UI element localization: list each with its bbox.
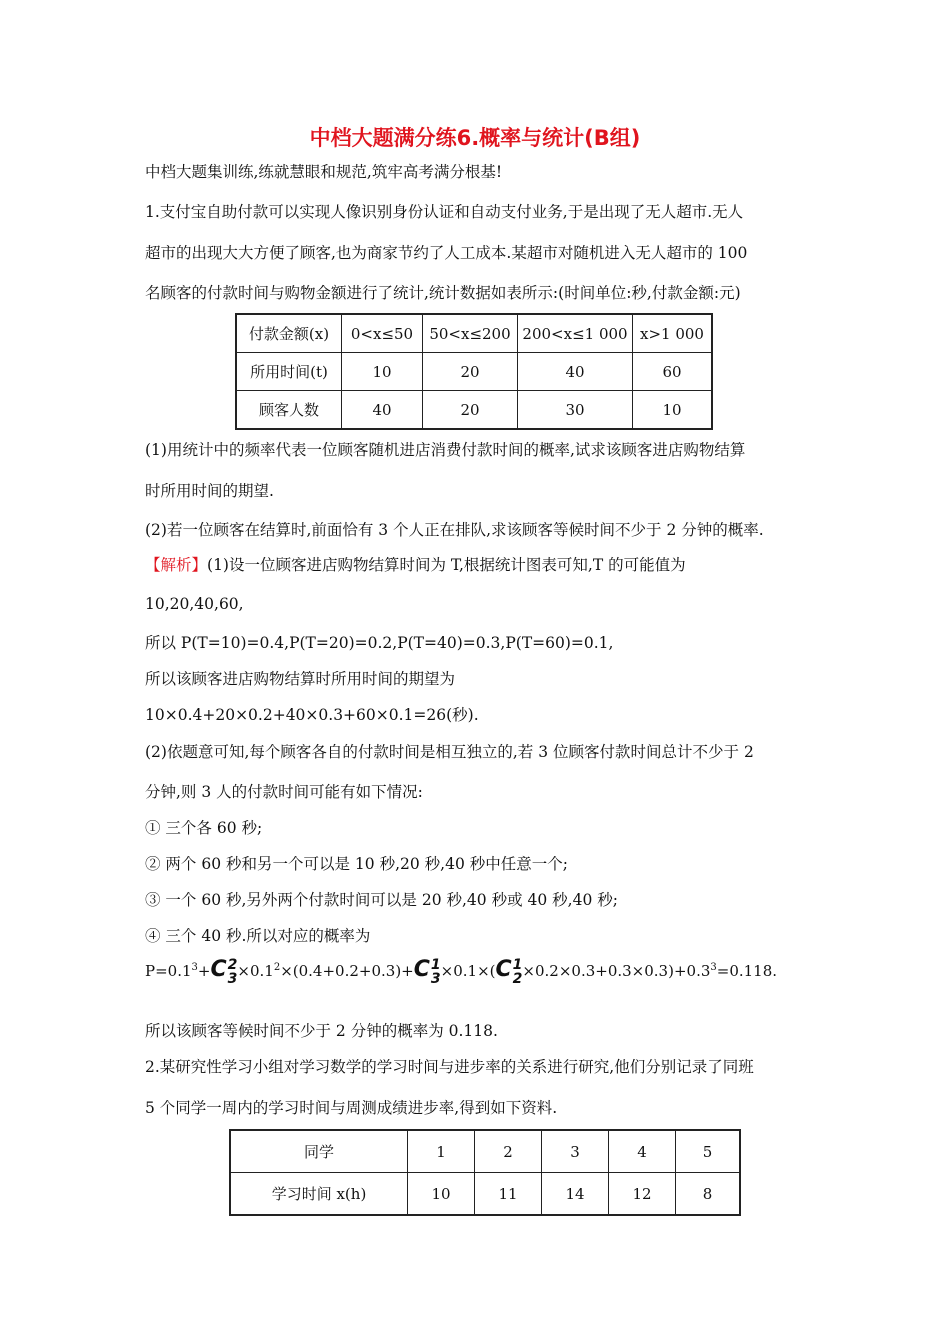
analysis-line-7: 分钟,则 3 人的付款时间可能有如下情况: (145, 783, 423, 801)
formula-exponent: 3 (191, 962, 198, 973)
analysis-line-5: 10×0.4+20×0.2+40×0.3+60×0.1=26(秒). (145, 706, 479, 724)
part1-line-2: 时所用时间的期望. (145, 482, 274, 500)
formula-index: 2 (227, 957, 238, 973)
table-header-cell: 200<x≤1 000 (518, 314, 633, 353)
table-header-cell: x>1 000 (633, 314, 713, 353)
table-cell: 10 (408, 1173, 475, 1216)
analysis-line-4: 所以该顾客进店购物结算时所用时间的期望为 (145, 670, 456, 688)
q1-line-2: 超市的出现大大方便了顾客,也为商家节约了人工成本.某超市对随机进入无人超市的 100 (145, 244, 748, 262)
formula-index: 1 (430, 957, 441, 973)
table-header-cell: 3 (542, 1130, 609, 1173)
table-row (230, 1130, 740, 1173)
case-2: ② 两个 60 秒和另一个可以是 10 秒,20 秒,40 秒中任意一个; (145, 855, 568, 873)
study-time-table (229, 1129, 741, 1216)
formula-index: 2 (512, 971, 523, 987)
table-header-cell: 0<x≤50 (342, 314, 423, 353)
combination-symbol: C (210, 957, 227, 982)
table-cell: 11 (475, 1173, 542, 1216)
table-header-cell: 付款金额(x) (236, 314, 342, 353)
table-row (236, 353, 712, 391)
analysis-label: 【解析】 (145, 556, 208, 574)
combination-symbol: C (413, 957, 430, 982)
table-row (230, 1173, 740, 1216)
table-cell: 10 (633, 391, 713, 430)
q2-line-2: 5 个同学一周内的学习时间与周测成绩进步率,得到如下资料. (145, 1099, 558, 1117)
table-cell: 20 (423, 391, 518, 430)
table-row (236, 314, 712, 353)
formula-part: P=0.1 (145, 962, 192, 980)
page-title: 中档大题满分练6.概率与统计(B组) (309, 126, 641, 150)
table-header-cell: 4 (609, 1130, 676, 1173)
table-cell: 学习时间 x(h) (230, 1173, 408, 1216)
subtitle: 中档大题集训练,练就慧眼和规范,筑牢高考满分根基! (145, 163, 503, 181)
formula-exponent: 2 (273, 962, 281, 973)
case-1: ① 三个各 60 秒; (145, 819, 263, 837)
table-header-cell: 同学 (230, 1130, 408, 1173)
formula-part: =0.118. (716, 962, 778, 980)
part2-line: (2)若一位顾客在结算时,前面恰有 3 个人正在排队,求该顾客等候时间不少于 2 分钟的概率. (145, 521, 764, 539)
q1-line-3: 名顾客的付款时间与购物金额进行了统计,统计数据如表所示:(时间单位:秒,付款金额:元) (145, 284, 741, 302)
table-cell: 10 (342, 353, 423, 391)
analysis-text: (1)设一位顾客进店购物结算时间为 T,根据统计图表可知,T 的可能值为 (207, 556, 686, 574)
formula-exponent: 3 (710, 962, 717, 973)
table-header-cell: 5 (676, 1130, 741, 1173)
conclusion: 所以该顾客等候时间不少于 2 分钟的概率为 0.118. (145, 1022, 498, 1040)
q1-line-1: 1.支付宝自助付款可以实现人像识别身份认证和自动支付业务,于是出现了无人超市.无人 (145, 203, 744, 221)
analysis-line-1 (145, 553, 686, 575)
table-header-cell: 2 (475, 1130, 542, 1173)
formula-part: ×0.1 (237, 962, 274, 980)
combination-symbol: C (495, 957, 512, 982)
table-header-cell: 1 (408, 1130, 475, 1173)
table-cell: 顾客人数 (236, 391, 342, 430)
case-4: ④ 三个 40 秒.所以对应的概率为 (145, 927, 371, 945)
table-row (236, 391, 712, 430)
table-cell: 40 (342, 391, 423, 430)
table-cell: 40 (518, 353, 633, 391)
table-cell: 20 (423, 353, 518, 391)
part1-line-1: (1)用统计中的频率代表一位顾客随机进店消费付款时间的概率,试求该顾客进店购物结算 (145, 441, 746, 459)
table-cell: 30 (518, 391, 633, 430)
combination-indices (513, 958, 523, 986)
combination-indices (228, 958, 238, 986)
payment-table (235, 313, 713, 430)
formula-part: ×0.2×0.3+0.3×0.3)+0.3 (522, 962, 711, 980)
analysis-line-2: 10,20,40,60, (145, 595, 244, 613)
formula-index: 1 (512, 957, 523, 973)
probability-formula (145, 957, 777, 986)
formula-part: ×(0.4+0.2+0.3)+ (280, 962, 414, 980)
formula-index: 3 (227, 971, 238, 987)
table-header-cell: 50<x≤200 (423, 314, 518, 353)
analysis-line-6: (2)依题意可知,每个顾客各自的付款时间是相互独立的,若 3 位顾客付款时间总计不少于 2 (145, 743, 754, 761)
case-3: ③ 一个 60 秒,另外两个付款时间可以是 20 秒,40 秒或 40 秒,40 秒; (145, 891, 618, 909)
q2-line-1: 2.某研究性学习小组对学习数学的学习时间与进步率的关系进行研究,他们分别记录了同班 (145, 1058, 754, 1076)
table-cell: 60 (633, 353, 713, 391)
formula-part: + (197, 962, 211, 980)
table-cell: 14 (542, 1173, 609, 1216)
table-cell: 所用时间(t) (236, 353, 342, 391)
table-cell: 12 (609, 1173, 676, 1216)
combination-indices (431, 958, 441, 986)
formula-index: 3 (430, 971, 441, 987)
analysis-line-3: 所以 P(T=10)=0.4,P(T=20)=0.2,P(T=40)=0.3,P(T=60)=0.1, (145, 634, 614, 652)
table-cell: 8 (676, 1173, 741, 1216)
formula-part: ×0.1×( (440, 962, 496, 980)
